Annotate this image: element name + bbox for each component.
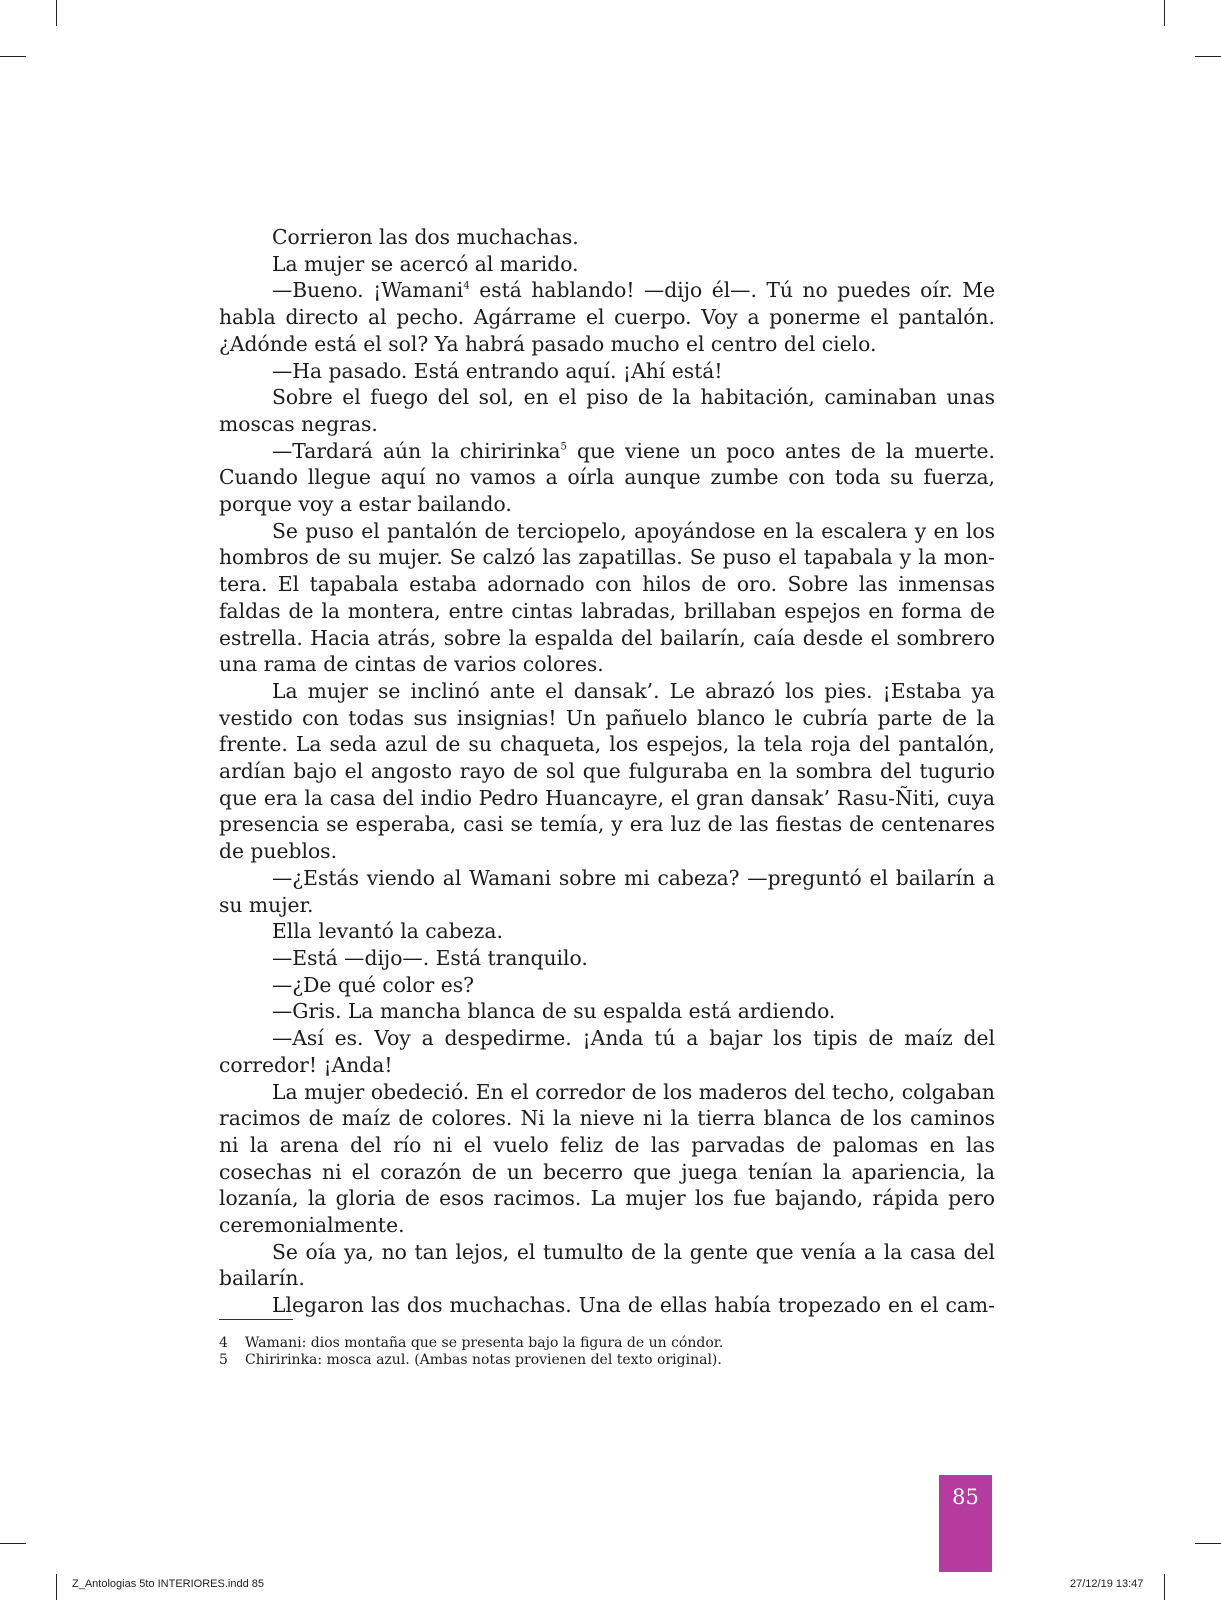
- paragraph: [219, 972, 995, 999]
- paragraph: [219, 358, 995, 385]
- paragraph-text: —Está —dijo—. Está tranquilo.: [272, 945, 588, 970]
- paragraph: [219, 251, 995, 278]
- crop-mark-top-left-h: [0, 56, 26, 57]
- paragraph: [219, 998, 995, 1025]
- paragraph: [219, 865, 995, 918]
- crop-mark-top-left-v: [56, 0, 57, 26]
- paragraph-text: está hablando! —dijo él—. Tú no puedes oír. Me habla directo al pecho. Agárrame el cuerpo. Voy a ponerme el pantalón. ¿Adónde está el sol? Ya habrá pasado mucho el centro del cielo.: [219, 278, 995, 356]
- paragraph-text: —¿Estás viendo al Wamani sobre mi cabeza? —preguntó el bailarín a su mujer.: [219, 865, 995, 917]
- page-number: 85: [952, 1485, 979, 1509]
- paragraph-text: que viene un poco antes de la muerte. Cuando llegue aquí no vamos a oírla aunque zumbe con toda su fuerza, porque voy a estar bailando.: [219, 438, 995, 517]
- paragraph-text: Se oía ya, no tan lejos, el tumulto de la gente que venía a la casa del bailarín.: [219, 1239, 995, 1291]
- body-text: [219, 224, 995, 1319]
- footnote-rule: [219, 1319, 293, 1320]
- paragraph-text: La mujer obedeció. En el corredor de los maderos del techo, colgaban racimos de maíz de colores. Ni la nieve ni la tierra blanca de los caminos ni la arena del río ni el vuelo feliz de las parvadas de palomas en las cosechas ni el corazón de un becerro que juega tenían la apariencia, la lozanía, la gloria de esos racimos. La mujer los fue bajando, rápida pero ceremonialmente.: [219, 1079, 995, 1238]
- paragraph: [219, 1292, 995, 1319]
- footnote-number: 4: [219, 1335, 228, 1351]
- paragraph-text: Ella levantó la cabeza.: [272, 919, 503, 944]
- paragraph-text: —Tardará aún la chiririnka: [272, 438, 561, 463]
- paragraph-text: La mujer se inclinó ante el dansak’. Le abrazó los pies. ¡Estaba ya vestido con todas sus insignias! Un pañuelo blanco le cubría parte de la frente. La seda azul de su chaqueta, los espejos, la tela roja del pantalón, ardían bajo el angosto rayo de sol que fulguraba en la sombra del tugurio que era la casa del indio Pedro Huancayre, el gran dansak’ Rasu-Ñiti, cuya presencia se esperaba, casi se temía, y era luz de las fiestas de centenares de pueblos.: [219, 678, 995, 864]
- crop-mark-bottom-left-v: [56, 1574, 57, 1600]
- paragraph: [219, 918, 995, 945]
- paragraph-text: Llegaron las dos muchachas. Una de ellas había tropezado en el cam-: [272, 1293, 995, 1318]
- slug-filename: Z_Antologias 5to INTERIORES.indd 85: [72, 1578, 264, 1590]
- footnote: [219, 1335, 995, 1352]
- footnote-text: Chiririnka: mosca azul. (Ambas notas provienen del texto original).: [245, 1352, 722, 1368]
- paragraph: [219, 678, 995, 865]
- paragraph: [219, 945, 995, 972]
- paragraph: [219, 438, 995, 518]
- paragraph-text: Se puso el pantalón de terciopelo, apoyándose en la escalera y en los hombros de su mujer. Se calzó las zapatillas. Se puso el tapabala y la montera. El tapabala estaba adornado con hilos de oro. Sobre las inmensas faldas de la montera, entre cintas labradas, brillaban espejos en forma de estrella. Hacia atrás, sobre la espalda del bailarín, caía desde el sombrero una rama de cintas de varios colores.: [219, 518, 995, 677]
- paragraph: [219, 518, 995, 678]
- page-number-tab: [939, 1475, 992, 1572]
- crop-mark-bottom-left-h: [0, 1543, 26, 1544]
- paragraph: [219, 1079, 995, 1239]
- footnote: [219, 1352, 995, 1369]
- paragraph-text: —¿De qué color es?: [272, 972, 475, 997]
- footnote-ref: 4: [463, 280, 470, 292]
- paragraph-text: —Gris. La mancha blanca de su espalda está ardiendo.: [272, 999, 836, 1024]
- footnote-number: 5: [219, 1352, 228, 1368]
- paragraph: [219, 277, 995, 357]
- paragraph-text: —Así es. Voy a despedirme. ¡Anda tú a bajar los tipis de maíz del corredor! ¡Anda!: [219, 1026, 995, 1077]
- footnote-text: Wamani: dios montaña que se presenta bajo la figura de un cóndor.: [245, 1335, 724, 1351]
- paragraph-text: Corrieron las dos muchachas.: [272, 225, 579, 249]
- paragraph-text: La mujer se acercó al marido.: [272, 251, 579, 276]
- slug-date: 27/12/19 13:47: [1070, 1578, 1144, 1590]
- paragraph: [219, 224, 995, 251]
- crop-mark-bottom-right-h: [1195, 1543, 1221, 1544]
- crop-mark-top-right-h: [1195, 56, 1221, 57]
- paragraph-text: —Bueno. ¡Wamani: [272, 278, 464, 303]
- paragraph: [219, 384, 995, 437]
- footnotes: [219, 1335, 995, 1369]
- crop-mark-bottom-right-v: [1164, 1574, 1165, 1600]
- paragraph: [219, 1239, 995, 1292]
- paragraph: [219, 1025, 995, 1078]
- footnote-ref: 5: [560, 441, 567, 452]
- paragraph-text: Sobre el fuego del sol, en el piso de la habitación, caminaban unas moscas negras.: [219, 385, 995, 436]
- crop-mark-top-right-v: [1164, 0, 1165, 26]
- paragraph-text: —Ha pasado. Está entrando aquí. ¡Ahí está!: [272, 358, 723, 383]
